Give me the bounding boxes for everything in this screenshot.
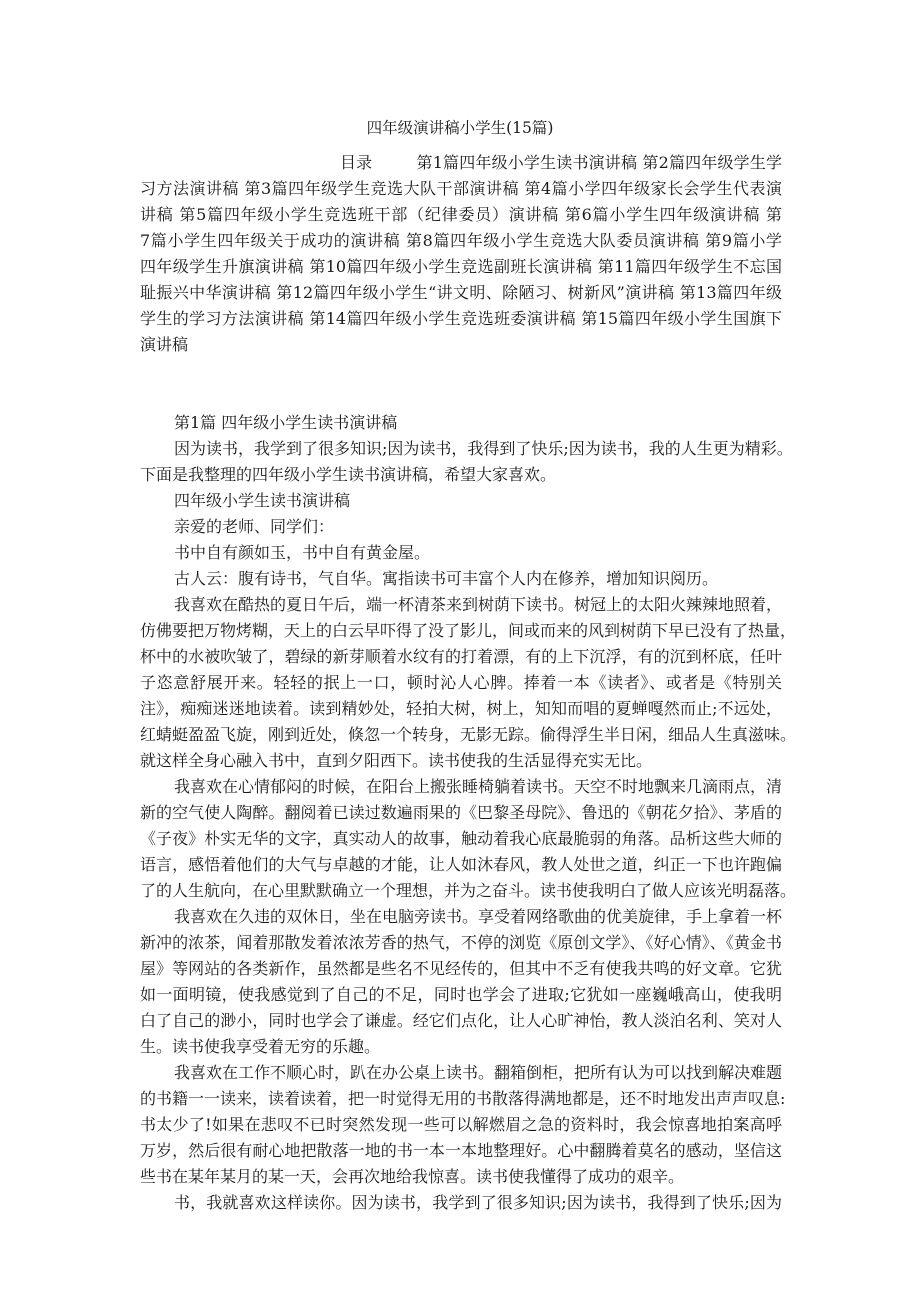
paragraph-line: 语言，感悟着他们的大气与卓越的才能，让人如沐春风，教人处世之道，纠正一下也许跑偏 — [140, 855, 782, 874]
document-title: 四年级演讲稿小学生(15篇) — [366, 119, 554, 137]
paragraph-line: 下面是我整理的四年级小学生读书演讲稿，希望大家喜欢。 — [140, 465, 557, 484]
paragraph-line: 四年级小学生读书演讲稿 — [174, 491, 351, 510]
toc-line: 学生的学习方法演讲稿 第14篇四年级小学生竞选班委演讲稿 第15篇四年级小学生国旗下 — [140, 309, 782, 328]
paragraph-line: 仿佛要把万物烤糊，天上的白云早吓得了没了影儿，间或而来的风到树荫下早已没有了热量， — [140, 621, 797, 640]
paragraph-line: 新冲的浓茶，闻着那散发着浓浓芳香的热气，不停的浏览《原创文学》、《好心情》、《黄金书 — [140, 933, 782, 952]
paragraph-line: 白了自己的渺小，同时也学会了谦虚。经它们点化，让人心旷神怡，教人淡泊名利、笑对人 — [140, 1011, 782, 1030]
paragraph-line: 书太少了!如果在悲叹不已时突然发现一些可以解燃眉之急的资料时，我会惊喜地拍案高呼 — [140, 1115, 782, 1134]
paragraph-line: 注》，痴痴迷迷地读着。读到精妙处，轻拍大树，树上，知知而唱的夏蝉嘎然而止;不远处， — [140, 699, 782, 718]
document-body — [140, 150, 797, 1216]
paragraph-line: 因为读书，我学到了很多知识;因为读书，我得到了快乐;因为读书，我的人生更为精彩。 — [174, 439, 793, 458]
toc-label: 目录 — [340, 153, 373, 172]
paragraph-line: 书，我就喜欢这样读你。因为读书，我学到了很多知识;因为读书，我得到了快乐;因为 — [174, 1193, 782, 1212]
paragraph-line: 了的人生航向，在心里默默确立一个理想，并为之奋斗。读书使我明白了做人应该光明磊落。 — [140, 881, 797, 900]
paragraph-line: 古人云：腹有诗书，气自华。寓指读书可丰富个人内在修养，增加知识阅历。 — [174, 569, 719, 588]
paragraph-line: 红蜻蜓盈盈飞旋，刚到近处，倏忽一个转身，无影无踪。偷得浮生半日闲，细品人生真滋味。 — [140, 725, 797, 744]
paragraph-line: 生。读书使我享受着无穷的乐趣。 — [140, 1037, 381, 1056]
paragraph-line: 亲爱的老师、同学们： — [174, 517, 335, 536]
paragraph-line: 子恣意舒展开来。轻轻的抿上一口，顿时沁人心脾。捧着一本《读者》、或者是《特别关 — [140, 673, 782, 692]
toc-line — [140, 150, 782, 176]
paragraph-line: 《子夜》朴实无华的文字，真实动人的故事，触动着我心底最脆弱的角落。品析这些大师的 — [140, 829, 782, 848]
toc-line: 讲稿 第5篇四年级小学生竞选班干部（纪律委员）演讲稿 第6篇小学生四年级演讲稿 第 — [140, 205, 782, 224]
toc-line: 7篇小学生四年级关于成功的演讲稿 第8篇四年级小学生竞选大队委员演讲稿 第9篇小学 — [140, 231, 782, 250]
paragraph-line: 就这样全身心融入书中，直到夕阳西下。读书使我的生活显得充实无比。 — [140, 751, 653, 770]
paragraph-line: 我喜欢在心情郁闷的时候，在阳台上搬张睡椅躺着读书。天空不时地飘来几滴雨点，清 — [174, 777, 783, 796]
toc-line: 耻振兴中华演讲稿 第12篇四年级小学生“讲文明、除陋习、树新风”演讲稿 第13篇四年级 — [140, 283, 782, 302]
paragraph-line: 书中自有颜如玉，书中自有黄金屋。 — [174, 543, 431, 562]
paragraph-line: 屋》等网站的各类新作，虽然都是些名不见经传的，但其中不乏有使我共鸣的好文章。它犹 — [140, 959, 782, 978]
paragraph-line: 我喜欢在久违的双休日，坐在电脑旁读书。享受着网络歌曲的优美旋律，手上拿着一杯 — [174, 907, 783, 926]
toc-line: 习方法演讲稿 第3篇四年级学生竞选大队干部演讲稿 第4篇小学四年级家长会学生代表演 — [140, 179, 782, 198]
toc-line: 四年级学生升旗演讲稿 第10篇四年级小学生竞选副班长演讲稿 第11篇四年级学生不忘国 — [140, 257, 782, 276]
paragraph-line: 万岁，然后很有耐心地把散落一地的书一本一本地整理好。心中翻腾着莫名的感动，坚信这 — [140, 1141, 782, 1160]
paragraph-line: 新的空气使人陶醉。翻阅着已读过数遍雨果的《巴黎圣母院》、鲁迅的《朝花夕拾》、茅盾的 — [140, 803, 782, 822]
section-heading: 第1篇 四年级小学生读书演讲稿 — [174, 413, 398, 432]
paragraph-line: 杯中的水被吹皱了，碧绿的新芽顺着水纹有的打着漂，有的上下沉浮，有的沉到杯底，任叶 — [140, 647, 782, 666]
toc-entry: 第1篇四年级小学生读书演讲稿 第2篇四年级学生学 — [416, 153, 782, 172]
toc-line: 演讲稿 — [140, 335, 189, 354]
paragraph-line: 些书在某年某月的某一天，会再次地给我惊喜。读书使我懂得了成功的艰辛。 — [140, 1167, 685, 1186]
paragraph-line: 的书籍一一读来，读着读着，把一时觉得无用的书散落得满地都是，还不时地发出声声叹息: — [140, 1089, 786, 1108]
paragraph-line: 我喜欢在酷热的夏日午后，端一杯清茶来到树荫下读书。树冠上的太阳火辣辣地照着， — [174, 595, 783, 614]
paragraph-line: 如一面明镜，使我感觉到了自己的不足，同时也学会了进取;它犹如一座巍峨高山，使我明 — [140, 985, 782, 1004]
paragraph-line: 我喜欢在工作不顺心时，趴在办公桌上读书。翻箱倒柜，把所有认为可以找到解决难题 — [174, 1063, 783, 1082]
